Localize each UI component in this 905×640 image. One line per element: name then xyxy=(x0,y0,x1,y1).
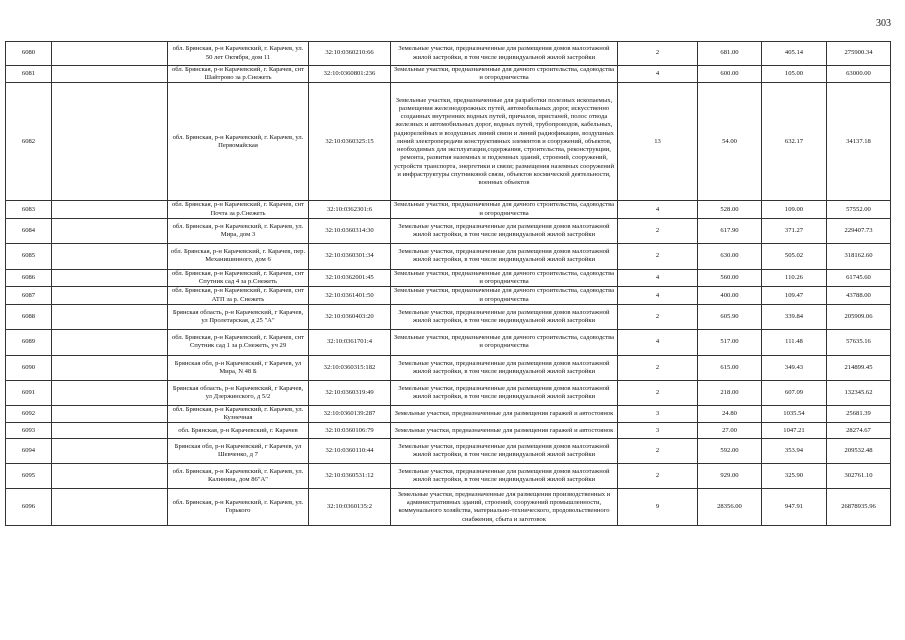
group-cell: 2 xyxy=(618,464,698,489)
area-cell: 528.00 xyxy=(698,201,762,218)
specific-value-cell: 505.02 xyxy=(762,243,827,269)
cadastral-number-cell: 32:10:0360403:20 xyxy=(309,304,391,329)
table-row xyxy=(6,439,891,464)
table-row xyxy=(6,405,891,422)
address-cell: обл. Брянская, р-н Карачевский, г. Карачев, снт Спутник сад 1 за р.Снежеть, уч 29 xyxy=(168,329,309,355)
table-row xyxy=(6,287,891,304)
land-use-cell: Земельные участки, предназначенные для размещения гаражей и автостоянок xyxy=(391,405,618,422)
area-cell: 681.00 xyxy=(698,42,762,66)
group-cell: 4 xyxy=(618,287,698,304)
area-cell: 28356.00 xyxy=(698,489,762,526)
land-use-cell: Земельные участки, предназначенные для размещения домов малоэтажной жилой застройки, в том числе индивидуальной жилой застройки xyxy=(391,304,618,329)
table-row xyxy=(6,269,891,286)
land-use-cell: Земельные участки, предназначенные для размещения домов малоэтажной жилой застройки, в том числе индивидуальной жилой застройки xyxy=(391,218,618,243)
area-cell: 929.00 xyxy=(698,464,762,489)
specific-value-cell: 109.47 xyxy=(762,287,827,304)
spacer-cell xyxy=(52,243,168,269)
cadastral-number-cell: 32:10:0360110:44 xyxy=(309,439,391,464)
spacer-cell xyxy=(52,405,168,422)
table-row xyxy=(6,464,891,489)
spacer-cell xyxy=(52,66,168,83)
cadastral-number-cell: 32:10:0360135:2 xyxy=(309,489,391,526)
address-cell: обл. Брянская, р-н Карачевский, г. Карачев, снт Спутник сад 4 за р.Снежеть xyxy=(168,269,309,286)
address-cell: обл. Брянская, р-н Карачевский, г. Карачев, ул. Калинина, дом 86"А" xyxy=(168,464,309,489)
table-row xyxy=(6,201,891,218)
area-cell: 615.00 xyxy=(698,355,762,380)
area-cell: 24.80 xyxy=(698,405,762,422)
specific-value-cell: 339.84 xyxy=(762,304,827,329)
row-number: 6096 xyxy=(6,489,52,526)
row-number: 6083 xyxy=(6,201,52,218)
cadastral-value-cell: 275900.34 xyxy=(827,42,891,66)
spacer-cell xyxy=(52,380,168,405)
row-number: 6094 xyxy=(6,439,52,464)
address-cell: обл. Брянская, р-н Карачевский, г. Карачев xyxy=(168,423,309,439)
area-cell: 54.00 xyxy=(698,83,762,201)
address-cell: Брянская область, р-н Карачевский, г Карачев, ул Пролетарская, д 25 "А" xyxy=(168,304,309,329)
spacer-cell xyxy=(52,304,168,329)
spacer-cell xyxy=(52,439,168,464)
table-row xyxy=(6,243,891,269)
land-use-cell: Земельные участки, предназначенные для размещения домов малоэтажной жилой застройки, в том числе индивидуальной жилой застройки xyxy=(391,243,618,269)
specific-value-cell: 325.90 xyxy=(762,464,827,489)
area-cell: 605.90 xyxy=(698,304,762,329)
land-use-cell: Земельные участки, предназначенные для дачного строительства, садоводства и огородничества xyxy=(391,329,618,355)
cadastral-number-cell: 32:10:0360314:30 xyxy=(309,218,391,243)
spacer-cell xyxy=(52,201,168,218)
area-cell: 400.00 xyxy=(698,287,762,304)
cadastral-number-cell: 32:10:0360319:49 xyxy=(309,380,391,405)
group-cell: 3 xyxy=(618,423,698,439)
specific-value-cell: 947.91 xyxy=(762,489,827,526)
area-cell: 592.00 xyxy=(698,439,762,464)
group-cell: 9 xyxy=(618,489,698,526)
area-cell: 27.00 xyxy=(698,423,762,439)
land-use-cell: Земельные участки, предназначенные для размещения домов малоэтажной жилой застройки, в том числе индивидуальной жилой застройки xyxy=(391,380,618,405)
cadastral-number-cell: 32:10:0360801:236 xyxy=(309,66,391,83)
specific-value-cell: 110.26 xyxy=(762,269,827,286)
address-cell: Брянская обл, р-н Карачевский, г Карачев, ул Мира, N 48 Б xyxy=(168,355,309,380)
table-row xyxy=(6,380,891,405)
land-use-cell: Земельные участки, предназначенные для размещения гаражей и автостоянок xyxy=(391,423,618,439)
row-number: 6082 xyxy=(6,83,52,201)
cadastral-value-cell: 34137.18 xyxy=(827,83,891,201)
group-cell: 13 xyxy=(618,83,698,201)
specific-value-cell: 405.14 xyxy=(762,42,827,66)
group-cell: 2 xyxy=(618,355,698,380)
address-cell: обл. Брянская, р-н Карачевский, г. Карачев, снт АТП за р. Снежеть xyxy=(168,287,309,304)
spacer-cell xyxy=(52,42,168,66)
row-number: 6084 xyxy=(6,218,52,243)
cadastral-value-cell: 28274.67 xyxy=(827,423,891,439)
address-cell: обл. Брянская, р-н Карачевский, г. Карачев, ул. Кузнечная xyxy=(168,405,309,422)
cadastral-value-cell: 26878935.96 xyxy=(827,489,891,526)
cadastral-value-cell: 205909.06 xyxy=(827,304,891,329)
area-cell: 617.90 xyxy=(698,218,762,243)
cadastral-number-cell: 32:10:0360210:66 xyxy=(309,42,391,66)
land-use-cell: Земельные участки, предназначенные для дачного строительства, садоводства и огородничества xyxy=(391,287,618,304)
group-cell: 2 xyxy=(618,42,698,66)
specific-value-cell: 353.94 xyxy=(762,439,827,464)
cadastral-number-cell: 32:10:0361701:4 xyxy=(309,329,391,355)
cadastral-value-cell: 63000.00 xyxy=(827,66,891,83)
area-cell: 600.00 xyxy=(698,66,762,83)
area-cell: 517.00 xyxy=(698,329,762,355)
cadastral-number-cell: 32:10:0362001:45 xyxy=(309,269,391,286)
group-cell: 4 xyxy=(618,269,698,286)
address-cell: обл. Брянская, р-н Карачевский, г. Карачев, снт Шайтрово за р.Снежеть xyxy=(168,66,309,83)
cadastral-value-cell: 132345.62 xyxy=(827,380,891,405)
group-cell: 2 xyxy=(618,243,698,269)
row-number: 6092 xyxy=(6,405,52,422)
land-use-cell: Земельные участки, предназначенные для дачного строительства, садоводства и огородничества xyxy=(391,269,618,286)
group-cell: 2 xyxy=(618,380,698,405)
land-use-cell: Земельные участки, предназначенные для разработки полезных ископаемых, размещения железнодорожных путей, автомобильных дорог, искусственно созданных внутренних водных путей, причалов, пристаней, полос отвода железных и автомобильных дорог, водных путей, трубопроводов, кабельных, радиорелейных и воздушных линий связи и линий радиофикации, воздушных линий электропередачи конструктивных элементов и сооружений, объектов, необходимых для эксплуатации,содержания, строительства, реконструкции, ремонта, развития наземных и подземных зданий, строений, сооружений, устройств транспорта, энергетики и связи; размещения наземных сооружений и инфраструктуры спутниковой связи, объектов космической деятельности, военных объектов xyxy=(391,83,618,201)
group-cell: 3 xyxy=(618,405,698,422)
cadastral-number-cell: 32:10:0360325:15 xyxy=(309,83,391,201)
address-cell: обл. Брянская, р-н Карачевский, г. Карачев, ул. Горького xyxy=(168,489,309,526)
cadastral-number-cell: 32:10:0362301:6 xyxy=(309,201,391,218)
group-cell: 4 xyxy=(618,329,698,355)
row-number: 6091 xyxy=(6,380,52,405)
address-cell: Брянская область, р-н Карачевский, г Карачев, ул Дзержинского, д 5/2 xyxy=(168,380,309,405)
land-registry-table xyxy=(5,41,891,526)
table-row xyxy=(6,355,891,380)
row-number: 6087 xyxy=(6,287,52,304)
cadastral-value-cell: 214899.45 xyxy=(827,355,891,380)
spacer-cell xyxy=(52,423,168,439)
land-use-cell: Земельные участки, предназначенные для размещения производственных и административных зданий, строений, сооружений промышленности, коммунального хозяйства, материально-технического, продовольственного снабжения, сбыта и заготовок xyxy=(391,489,618,526)
specific-value-cell: 109.00 xyxy=(762,201,827,218)
specific-value-cell: 632.17 xyxy=(762,83,827,201)
area-cell: 560.00 xyxy=(698,269,762,286)
specific-value-cell: 1047.21 xyxy=(762,423,827,439)
cadastral-value-cell: 318162.60 xyxy=(827,243,891,269)
row-number: 6095 xyxy=(6,464,52,489)
specific-value-cell: 111.48 xyxy=(762,329,827,355)
cadastral-number-cell: 32:10:0360139:287 xyxy=(309,405,391,422)
address-cell: обл. Брянская, р-н Карачевский, г. Карачев, ул. Первомайская xyxy=(168,83,309,201)
row-number: 6085 xyxy=(6,243,52,269)
specific-value-cell: 105.00 xyxy=(762,66,827,83)
cadastral-value-cell: 61745.60 xyxy=(827,269,891,286)
cadastral-value-cell: 302761.10 xyxy=(827,464,891,489)
address-cell: обл. Брянская, р-н Карачевский, г. Карачев, снт Почта за р.Снежеть xyxy=(168,201,309,218)
row-number: 6093 xyxy=(6,423,52,439)
table-row xyxy=(6,304,891,329)
cadastral-number-cell: 32:10:0361401:50 xyxy=(309,287,391,304)
table-row xyxy=(6,218,891,243)
row-number: 6088 xyxy=(6,304,52,329)
specific-value-cell: 349.43 xyxy=(762,355,827,380)
cadastral-value-cell: 43788.00 xyxy=(827,287,891,304)
row-number: 6089 xyxy=(6,329,52,355)
cadastral-value-cell: 57635.16 xyxy=(827,329,891,355)
table-row xyxy=(6,423,891,439)
cadastral-number-cell: 32:10:0360315:182 xyxy=(309,355,391,380)
cadastral-value-cell: 209532.48 xyxy=(827,439,891,464)
land-use-cell: Земельные участки, предназначенные для размещения домов малоэтажной жилой застройки, в том числе индивидуальной жилой застройки xyxy=(391,464,618,489)
address-cell: обл. Брянская, р-н Карачевский, г. Карачев, ул. 50 лет Октября, дом 11 xyxy=(168,42,309,66)
group-cell: 4 xyxy=(618,201,698,218)
cadastral-number-cell: 32:10:0360301:34 xyxy=(309,243,391,269)
spacer-cell xyxy=(52,218,168,243)
specific-value-cell: 1035.54 xyxy=(762,405,827,422)
land-use-cell: Земельные участки, предназначенные для размещения домов малоэтажной жилой застройки, в том числе индивидуальной жилой застройки xyxy=(391,439,618,464)
land-use-cell: Земельные участки, предназначенные для дачного строительства, садоводства и огородничества xyxy=(391,66,618,83)
specific-value-cell: 607.09 xyxy=(762,380,827,405)
address-cell: обл. Брянская, р-н Карачевский, г. Карачев, пер. Механишинного, дом 6 xyxy=(168,243,309,269)
cadastral-number-cell: 32:10:0360531:12 xyxy=(309,464,391,489)
table-row xyxy=(6,42,891,66)
spacer-cell xyxy=(52,329,168,355)
row-number: 6086 xyxy=(6,269,52,286)
land-use-cell: Земельные участки, предназначенные для размещения домов малоэтажной жилой застройки, в том числе индивидуальной жилой застройки xyxy=(391,42,618,66)
cadastral-value-cell: 229407.73 xyxy=(827,218,891,243)
area-cell: 218.00 xyxy=(698,380,762,405)
land-use-cell: Земельные участки, предназначенные для размещения домов малоэтажной жилой застройки, в том числе индивидуальной жилой застройки xyxy=(391,355,618,380)
group-cell: 2 xyxy=(618,304,698,329)
spacer-cell xyxy=(52,489,168,526)
group-cell: 2 xyxy=(618,439,698,464)
cadastral-value-cell: 57552.00 xyxy=(827,201,891,218)
table-row xyxy=(6,489,891,526)
spacer-cell xyxy=(52,287,168,304)
address-cell: обл. Брянская, р-н Карачевский, г. Карачев, ул. Мира, дом 3 xyxy=(168,218,309,243)
cadastral-number-cell: 32:10:0360106:79 xyxy=(309,423,391,439)
table-row xyxy=(6,83,891,201)
land-use-cell: Земельные участки, предназначенные для дачного строительства, садоводства и огородничества xyxy=(391,201,618,218)
area-cell: 630.00 xyxy=(698,243,762,269)
spacer-cell xyxy=(52,355,168,380)
spacer-cell xyxy=(52,269,168,286)
table-row xyxy=(6,329,891,355)
group-cell: 2 xyxy=(618,218,698,243)
specific-value-cell: 371.27 xyxy=(762,218,827,243)
group-cell: 4 xyxy=(618,66,698,83)
row-number: 6081 xyxy=(6,66,52,83)
spacer-cell xyxy=(52,83,168,201)
page-number: 303 xyxy=(876,18,891,29)
address-cell: Брянская обл, р-н Карачевский, г Карачев, ул Шевченко, д 7 xyxy=(168,439,309,464)
row-number: 6090 xyxy=(6,355,52,380)
table-row xyxy=(6,66,891,83)
row-number: 6080 xyxy=(6,42,52,66)
cadastral-value-cell: 25681.39 xyxy=(827,405,891,422)
spacer-cell xyxy=(52,464,168,489)
